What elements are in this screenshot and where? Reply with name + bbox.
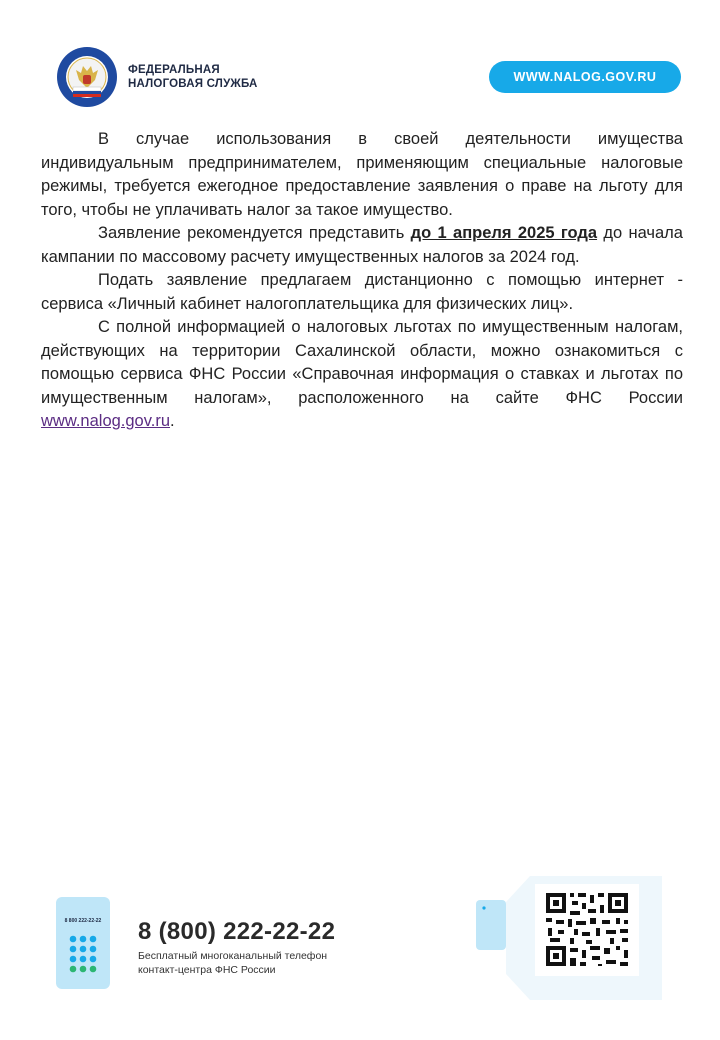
page-footer [0, 860, 720, 1040]
deadline-emphasis: до 1 апреля 2025 года [410, 224, 598, 242]
phone-keypad-icon [56, 897, 110, 989]
page-header [0, 0, 720, 120]
paragraph-2-text-start: Заявление рекомендуется представить [98, 224, 411, 242]
hotline-description-line1: Бесплатный многоканальный телефон [138, 950, 328, 962]
org-name-line2: НАЛОГОВАЯ СЛУЖБА [128, 78, 258, 90]
paragraph-1: В случае использования в своей деятельности имущества индивидуальным предпринимателем, применяющим специальные налоговые режимы, требуется ежегодное предоставление заявления о праве на льготу для того, чтобы не уплачивать налог за такое имущество. [41, 130, 683, 219]
hotline-description [138, 950, 327, 977]
fns-emblem-icon [56, 46, 118, 108]
paragraph-2-text-end: до начала кампании по массовому расчету имущественных налогов за 2024 год. [41, 224, 683, 266]
website-button[interactable]: WWW.NALOG.GOV.RU [489, 61, 681, 93]
hotline-number: 8 (800) 222-22-22 [138, 918, 336, 945]
paragraph-4 [41, 316, 683, 434]
nalog-link[interactable]: www.nalog.gov.ru [41, 412, 171, 430]
qr-code-icon[interactable] [470, 866, 670, 1006]
main-text [41, 128, 683, 434]
phone-screen-text: 8 800 222-22-22 [64, 918, 102, 924]
paragraph-3: Подать заявление предлагаем дистанционно с помощью интернет - сервиса «Личный кабинет налогоплательщика для физических лиц». [41, 271, 683, 313]
paragraph-4-text: С полной информацией о налоговых льготах по имущественным налогам, действующих на территории Сахалинской области, можно ознакомиться с помощью сервиса ФНС России «Справочная информация о ставках и льготах по имущественным налогам», расположенного на сайте ФНС России [41, 318, 683, 407]
paragraph-2 [41, 222, 683, 269]
paragraph-4-end: . [170, 412, 175, 430]
hotline-description-line2: контакт-центра ФНС России [138, 963, 276, 976]
org-name [128, 63, 258, 91]
org-name-line1: ФЕДЕРАЛЬНАЯ [128, 64, 220, 76]
